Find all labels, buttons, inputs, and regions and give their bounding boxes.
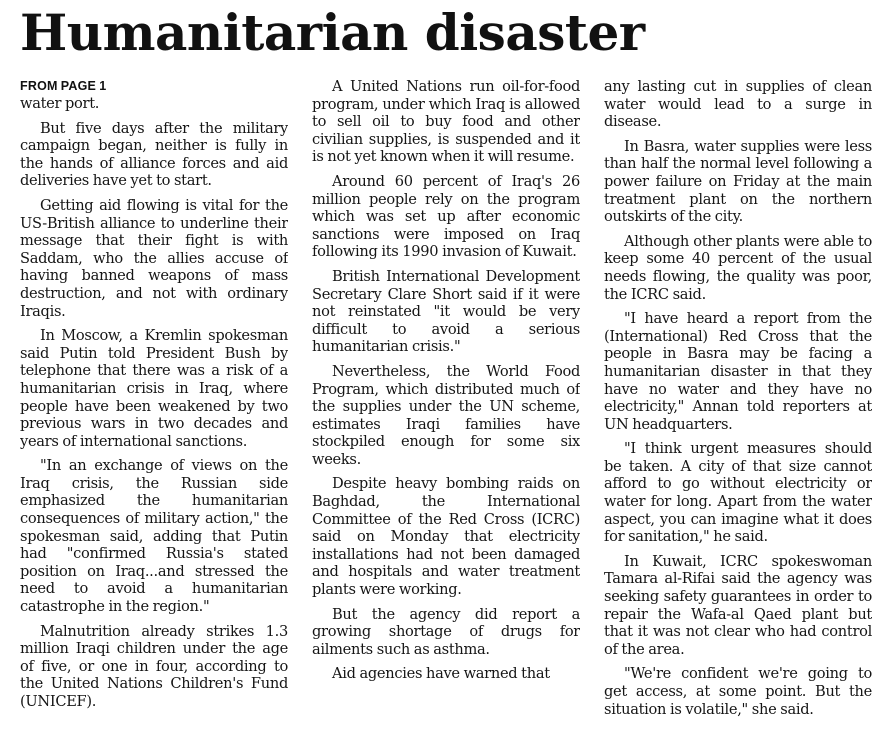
paragraph: A United Nations run oil-for-food program, under which Iraq is allowed to sell oil to buy food and other civilian supplies, is suspended and it is not yet known when it will resume. <box>312 78 580 166</box>
continued-from-kicker: FROM PAGE 1 <box>20 79 107 93</box>
paragraph: British International Development Secretary Clare Short said if it were not reinstated "it would be very difficult to avoid a serious humanitarian crisis." <box>312 267 580 356</box>
paragraph: "In an exchange of views on the Iraq crisis, the Russian side emphasized the humanitarian consequences of military action," the spokesman said, adding that Putin had "confirmed Russia's stated position on Iraq...and stressed the need to avoid a humanitarian catastrophe in the region." <box>20 457 288 616</box>
paragraph: "We're confident we're going to get access, at some point. But the situation is volatile," she said. <box>604 665 872 718</box>
paragraph: In Moscow, a Kremlin spokesman said Putin told President Bush by telephone that there was a risk of a humanitarian crisis in Iraq, where people have been weakened by two previous wars in two decades and years of international sanctions. <box>20 327 288 450</box>
paragraph: Aid agencies have warned that <box>332 665 550 683</box>
paragraph: Although other plants were able to keep some 40 percent of the usual needs flowing, the quality was poor, the ICRC said. <box>604 232 872 303</box>
article-column-3 <box>604 78 872 746</box>
paragraph: Getting aid flowing is vital for the US-British alliance to underline their message that their fight is with Saddam, who the allies accuse of having banned weapons of mass destruction, and not with ordinary Iraqis. <box>20 196 288 320</box>
paragraph: water port. <box>20 95 100 112</box>
paragraph: In Basra, water supplies were less than half the normal level following a power failure on Friday at the main treatment plant on the northern outskirts of the city. <box>604 137 872 226</box>
paragraph: Nevertheless, the World Food Program, which distributed much of the supplies under the UN scheme, estimates Iraqi families have stockpiled enough for some six weeks. <box>312 362 580 468</box>
headline: Humanitarian disaster <box>20 3 645 62</box>
paragraph: But the agency did report a growing shortage of drugs for ailments such as asthma. <box>312 605 580 658</box>
paragraph: Despite heavy bombing raids on Baghdad, the International Committee of the Red Cross (ICRC) said on Monday that electricity installations had not been damaged and hospitals and water treatment plants were working. <box>312 475 580 599</box>
paragraph: But five days after the military campaign began, neither is fully in the hands of alliance forces and aid deliveries have yet to start. <box>20 119 288 190</box>
paragraph: "I have heard a report from the (International) Red Cross that the people in Basra may be facing a humanitarian disaster in that they have no water and they have no electricity," Annan told reporters at UN headquarters. <box>604 310 872 433</box>
paragraph: "I think urgent measures should be taken. A city of that size cannot afford to go without electricity or water for long. Apart from the water aspect, you can imagine what it does for sanitation," he said. <box>604 440 872 546</box>
paragraph: any lasting cut in supplies of clean water would lead to a surge in disease. <box>604 78 872 131</box>
article-body <box>20 78 872 746</box>
paragraph: Around 60 percent of Iraq's 26 million people rely on the program which was set up after economic sanctions were imposed on Iraq following its 1990 invasion of Kuwait. <box>312 172 580 261</box>
paragraph: In Kuwait, ICRC spokeswoman Tamara al-Rifai said the agency was seeking safety guarantees in order to repair the Wafa-al Qaed plant but that it was not clear who had control of the area. <box>604 552 872 658</box>
article-column-1 <box>20 78 288 746</box>
article-column-2 <box>312 78 580 746</box>
paragraph: Malnutrition already strikes 1.3 million Iraqi children under the age of five, or one in four, according to the United Nations Children's Fund (UNICEF). <box>20 622 288 710</box>
